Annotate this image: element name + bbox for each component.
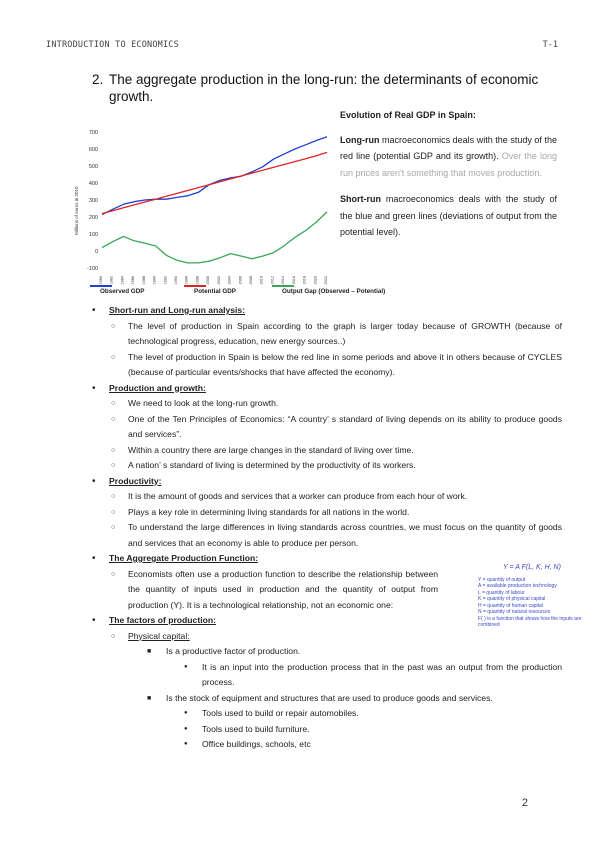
y-tick-label: 500 — [88, 164, 98, 170]
list-item: ■ Is a productive factor of production. — [92, 644, 562, 660]
short-run-term: Short-run — [340, 194, 381, 204]
y-tick-label: 700 — [88, 130, 98, 136]
bullet-factors-of-production: • The factors of production: — [92, 613, 562, 629]
x-tick-label: 1990 — [152, 276, 157, 285]
bullet-productivity: • Productivity: — [92, 474, 562, 490]
x-tick-label: 1998 — [195, 276, 200, 285]
x-tick-label: 1994 — [174, 276, 178, 285]
x-tick-label: 1982 — [109, 276, 114, 285]
x-tick-label: 1996 — [184, 276, 189, 285]
legend-label: Potential GDP — [194, 288, 236, 295]
x-tick-label: 2020 — [313, 276, 318, 285]
long-run-term: Long-run — [340, 134, 380, 145]
header-course-title: INTRODUCTION TO ECONOMICS — [46, 40, 179, 50]
x-tick-label: 1984 — [120, 276, 125, 285]
list-item: ○ Within a country there are large changes in the standard of living over time. — [92, 443, 562, 459]
list-item: ○ One of the Ten Principles of Economics: “A country’ s standard of living depends on its ability to produce goods and services”. — [92, 412, 562, 443]
list-item: ○ Economists often use a production function to describe the relationship between the quantity of inputs used in production and the quantity of output from production (Y). It is a technological relationship, not an economic one: — [92, 567, 438, 614]
y-tick-label: 0 — [94, 249, 98, 255]
y-tick-label: 100 — [88, 232, 98, 238]
list-item-physical-capital: ○ Physical capital: — [92, 629, 562, 645]
y-tick-label: -100 — [86, 266, 98, 272]
page-number: 2 — [521, 797, 528, 809]
section-title-line2: growth. — [109, 89, 154, 104]
list-item: ○ Plays a key role in determining living standards for all nations in the world. — [92, 505, 562, 521]
list-item: ○ It is the amount of goods and services that a worker can produce from each hour of work. — [92, 489, 562, 505]
long-run-paragraph — [340, 132, 557, 182]
x-tick-label: 2000 — [206, 276, 211, 285]
legend-label: Observed GDP — [100, 288, 145, 295]
x-tick-label: 2014 — [281, 276, 286, 285]
list-item: ● Tools used to build furniture. — [92, 722, 562, 738]
x-tick-label: 1986 — [131, 276, 136, 285]
x-tick-label: 1992 — [163, 276, 168, 285]
chart-legend — [90, 286, 385, 295]
legend-label: Output Gap (Observed – Potential) — [282, 288, 386, 295]
x-tick-label: 1988 — [141, 276, 146, 285]
formula-def: H = quantity of human capital — [478, 602, 543, 609]
formula-def: A = available production technology — [478, 583, 557, 589]
short-run-text: macroeconomics deals with the study of the blue and green lines (deviations of output from the potential level). — [340, 194, 557, 237]
outline — [92, 303, 562, 753]
section-title — [92, 71, 562, 105]
x-axis-ticks — [99, 276, 328, 284]
bullet-aggregate-production-function: • The Aggregate Production Function: — [92, 551, 562, 567]
x-tick-label: 2012 — [270, 276, 275, 285]
list-item: ● It is an input into the production process that in the past was an output from the production process. — [92, 660, 562, 691]
y-tick-label: 400 — [88, 181, 98, 187]
y-tick-label: 200 — [88, 215, 98, 221]
long-run-gray-note: Over the long run prices aren't something that moves production. — [340, 151, 557, 178]
short-run-paragraph — [340, 191, 557, 241]
section-title-line1: The aggregate production in the long-run: the determinants of economic — [109, 72, 539, 87]
x-tick-label: 2018 — [302, 276, 307, 285]
formula-def: L = quantity of labour — [478, 589, 525, 596]
x-tick-label: 1980 — [99, 276, 103, 285]
y-tick-label: 600 — [88, 147, 98, 153]
list-item: ○ The level of production in Spain is below the red line in some periods and above it in others because of CYCLES (because of particular events/shocks that have affected the economy). — [92, 350, 562, 381]
formula-def: Y = quantity of output — [478, 576, 526, 583]
long-run-text: macroeconomics deals with the study of the red line (potential GDP and its growth). — [340, 134, 557, 161]
x-tick-label: 2016 — [291, 276, 296, 285]
list-item: ● Office buildings, schools, etc — [92, 737, 562, 753]
formula-def: F( ) is a function that shows how the inputs are combined — [478, 615, 582, 628]
series-line-3 — [102, 212, 327, 263]
formula-def: K = quantity of physical capital — [478, 596, 546, 602]
header-topic: T-1 — [542, 40, 558, 50]
list-item: ○ A nation’ s standard of living is determined by the productivity of its workers. — [92, 458, 562, 474]
y-axis-label: Millions of euros in 2010 — [74, 186, 79, 235]
real-gdp-notes — [340, 107, 557, 251]
x-tick-label: 2022 — [324, 276, 328, 285]
formula-def: N = quantity of natural resources — [478, 609, 551, 615]
series-line-1 — [102, 137, 327, 215]
list-item: ■ Is the stock of equipment and structures that are used to produce goods and services. — [92, 691, 562, 707]
x-tick-label: 2006 — [238, 276, 243, 285]
section-number: 2. — [92, 72, 104, 87]
list-item: ○ To understand the large differences in living standards across countries, we must focus on the quantity of goods and services that an economy is able to produce per person. — [92, 520, 562, 551]
list-item: ○ The level of production in Spain according to the graph is larger today because of GROWTH (because of technological progress, education, new energy sources..) — [92, 319, 562, 350]
x-tick-label: 2008 — [249, 276, 253, 285]
bullet-short-long-run: • Short-run and Long-run analysis: — [92, 303, 562, 319]
y-tick-label: 300 — [88, 198, 98, 204]
series-line-2 — [102, 152, 327, 213]
list-item: ● Tools used to build or repair automobiles. — [92, 706, 562, 722]
formula-equation: Y = A F(L, K, H, N) — [503, 564, 561, 571]
notes-heading: Evolution of Real GDP in Spain: — [340, 110, 476, 120]
bullet-production-growth: • Production and growth: — [92, 381, 562, 397]
x-tick-label: 2002 — [216, 276, 221, 285]
x-tick-label: 2004 — [227, 276, 232, 285]
list-item: ○ We need to look at the long-run growth. — [92, 396, 562, 412]
x-tick-label: 2010 — [259, 276, 264, 285]
y-axis-ticks — [87, 130, 98, 272]
production-function-formula — [478, 565, 586, 629]
